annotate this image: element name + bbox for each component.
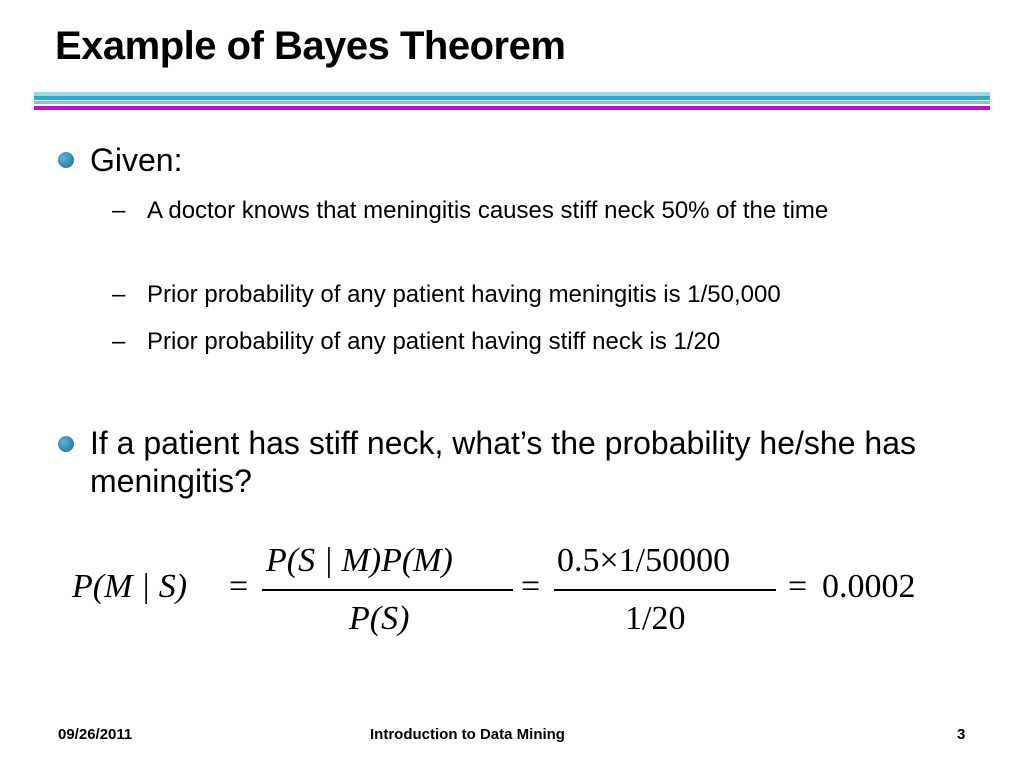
title-rule-magenta: [34, 106, 990, 110]
formula-numerator-2: 0.5×1/50000: [557, 542, 731, 579]
formula-numerator-1: P(S | M)P(M): [266, 542, 453, 579]
sub-item: [112, 277, 992, 313]
title-rule-mid: [34, 101, 990, 104]
formula-equals-3: =: [788, 568, 808, 605]
formula-denominator-2: 1/20: [625, 600, 686, 637]
formula-result: 0.0002: [822, 568, 916, 605]
bullet-dot-icon: [58, 152, 74, 168]
slide-title: Example of Bayes Theorem: [55, 24, 566, 68]
bullet-question: [58, 424, 938, 500]
dash-marker: –: [112, 281, 126, 308]
dash-marker: –: [112, 197, 126, 224]
bullet-text: Given:: [90, 142, 183, 178]
bullet-text: If a patient has stiff neck, what’s the probability he/she has meningitis?: [90, 425, 916, 499]
formula-equals-1: =: [229, 568, 249, 605]
formula-equals-2: =: [521, 568, 541, 605]
sub-item-text: A doctor knows that meningitis causes stiff neck 50% of the time: [147, 197, 829, 224]
footer-date: 09/26/2011: [58, 726, 133, 743]
footer-course: Introduction to Data Mining: [370, 726, 565, 743]
formula-lhs: P(M | S): [72, 568, 188, 605]
sub-item: [112, 324, 992, 360]
title-rule-cyan: [34, 96, 990, 100]
formula-denominator-1: P(S): [349, 600, 410, 637]
fraction-bar-2: [554, 589, 776, 591]
sub-item: [112, 193, 992, 229]
bullet-given: [58, 141, 182, 179]
dash-marker: –: [112, 328, 126, 355]
footer-page-number: 3: [957, 726, 966, 743]
sub-item-text: Prior probability of any patient having meningitis is 1/50,000: [147, 281, 781, 308]
bullet-dot-icon: [58, 436, 74, 452]
fraction-bar-1: [262, 589, 513, 591]
sub-item-text: Prior probability of any patient having stiff neck is 1/20: [147, 328, 721, 355]
